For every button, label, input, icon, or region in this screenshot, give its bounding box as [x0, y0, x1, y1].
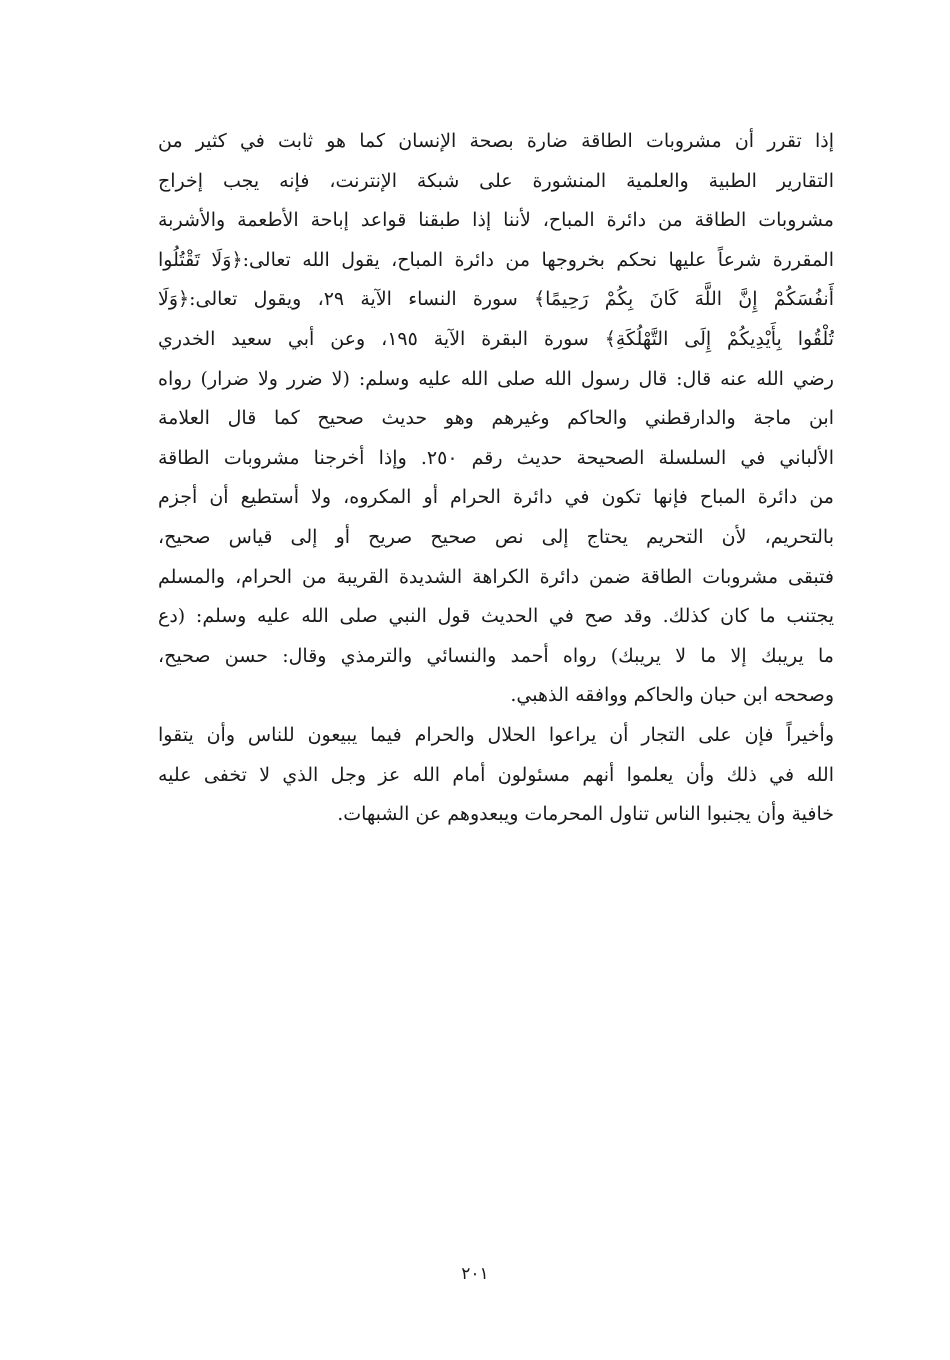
text-line: الله في ذلك وأن يعلموا أنهم مسئولون أمام الله عز وجل الذي لا تخفى عليه	[158, 763, 834, 786]
text-line: وأخيراً فإن على التجار أن يراعوا الحلال والحرام فيما يبيعون للناس وأن يتقوا	[158, 723, 834, 746]
text-line: يجتنب ما كان كذلك. وقد صح في الحديث قول النبي صلى الله عليه وسلم: (دع	[158, 605, 834, 628]
page-number: ٢٠١	[461, 1264, 489, 1284]
paragraph-end-line: خافية وأن يجنبوا الناس تناول المحرمات ويبعدوهم عن الشبهات.	[337, 803, 834, 826]
text-line: رضي الله عنه قال: قال رسول الله صلى الله عليه وسلم: (لا ضرر ولا ضرار) رواه	[158, 367, 834, 390]
text-line: التقارير الطبية والعلمية المنشورة على شبكة الإنترنت، فإنه يجب إخراج	[158, 169, 834, 192]
text-line: بالتحريم، لأن التحريم يحتاج إلى نص صحيح صريح أو إلى قياس صحيح،	[158, 525, 834, 548]
body-text	[158, 122, 834, 835]
text-line: من دائرة المباح فإنها تكون في دائرة الحرام أو المكروه، ولا أستطيع أن أجزم	[158, 486, 834, 509]
text-line: تُلْقُوا بِأَيْدِيكُمْ إِلَى التَّهْلُكَةِ﴾ سورة البقرة الآية ١٩٥، وعن أبي سعيد الخدري	[158, 327, 834, 350]
text-line: فتبقى مشروبات الطاقة ضمن دائرة الكراهة الشديدة القريبة من الحرام، والمسلم	[158, 565, 834, 588]
text-line: مشروبات الطاقة من دائرة المباح، لأننا إذا طبقنا قواعد إباحة الأطعمة والأشربة	[158, 209, 834, 232]
text-line: المقررة شرعاً عليها نحكم بخروجها من دائرة المباح، يقول الله تعالى:﴿وَلَا تَقْتُلُوا	[158, 248, 834, 271]
text-line: الألباني في السلسلة الصحيحة حديث رقم ٢٥٠. وإذا أخرجنا مشروبات الطاقة	[158, 446, 834, 469]
text-line: أَنفُسَكُمْ إِنَّ اللَّهَ كَانَ بِكُمْ رَحِيمًا﴾ سورة النساء الآية ٢٩، ويقول تعالى:﴿وَلَا	[158, 288, 834, 311]
text-line: ابن ماجة والدارقطني والحاكم وغيرهم وهو حديث صحيح كما قال العلامة	[158, 407, 834, 430]
paragraph-end-line: وصححه ابن حبان والحاكم ووافقه الذهبي.	[510, 684, 834, 707]
text-line: إذا تقرر أن مشروبات الطاقة ضارة بصحة الإنسان كما هو ثابت في كثير من	[158, 130, 834, 152]
text-line: ما يريبك إلا ما لا يريبك) رواه أحمد والنسائي والترمذي وقال: حسن صحيح،	[158, 644, 834, 667]
